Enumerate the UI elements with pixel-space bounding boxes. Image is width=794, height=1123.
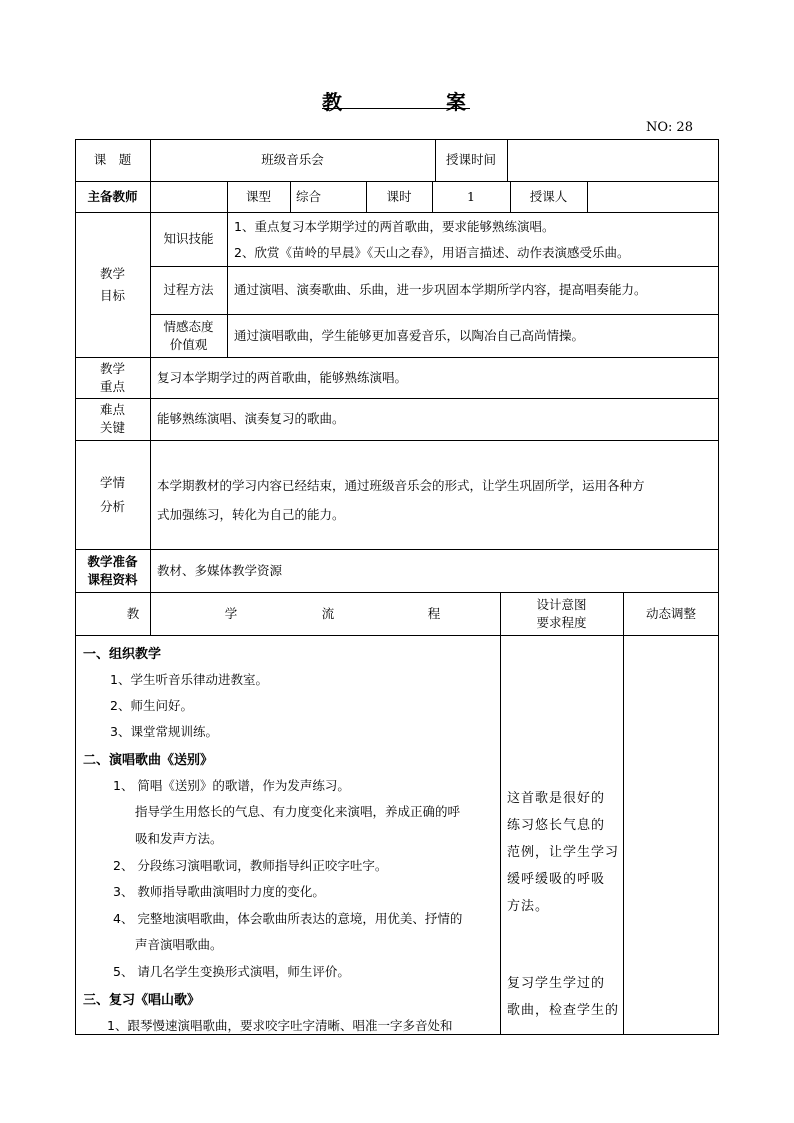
document-number-label: NO: bbox=[646, 120, 673, 135]
time-value bbox=[507, 139, 719, 181]
knowledge-line-1: 1、重点复习本学期学过的两首歌曲，要求能够熟练演唱。 bbox=[234, 219, 555, 234]
teacher-label: 主备教师 bbox=[87, 188, 138, 204]
process-text: 通过演唱、演奏歌曲、乐曲，进一步巩固本学期所学内容，提高唱奏能力。 bbox=[234, 282, 647, 297]
document-number-value: 28 bbox=[676, 120, 693, 135]
difficulties-label-line2: 关键 bbox=[99, 420, 125, 435]
key-points-label bbox=[75, 357, 150, 398]
rule bbox=[623, 592, 624, 1035]
document-number bbox=[646, 120, 693, 135]
emotion-text: 通过演唱歌曲，学生能够更加喜爱音乐，以陶冶自己高尚情操。 bbox=[234, 327, 585, 343]
design-note-1-line-3: 范例，让学生学习 bbox=[507, 845, 620, 860]
design-note-1-line-2: 练习悠长气息的 bbox=[507, 818, 606, 833]
section-2-item-2: 2、 分段练习演唱歌词，教师指导纠正咬字吐字。 bbox=[113, 858, 388, 873]
section-2-heading: 二、演唱歌曲《送别》 bbox=[83, 753, 214, 768]
knowledge-line-2: 2、欣赏《苗岭的早晨》《天山之春》，用语言描述、动作表演感受乐曲。 bbox=[234, 245, 630, 260]
design-header bbox=[500, 592, 623, 635]
section-2-item-4: 4、 完整地演唱歌曲，体会歌曲所表达的意境，用优美、抒情的 bbox=[113, 911, 463, 926]
rule bbox=[227, 212, 228, 357]
process-label: 过程方法 bbox=[163, 282, 214, 297]
difficulties-text: 能够熟练演唱、演奏复习的歌曲。 bbox=[157, 411, 345, 426]
section-1-item-2: 2、师生问好。 bbox=[110, 698, 193, 713]
hours-value: 1 bbox=[467, 188, 475, 204]
title-underline bbox=[322, 108, 470, 109]
adjust-header: 动态调整 bbox=[645, 605, 696, 621]
section-1-item-1: 1、学生听音乐律动进教室。 bbox=[110, 672, 268, 687]
key-points-label-line1: 教学 bbox=[99, 360, 125, 376]
section-2-item-4-cont: 声音演唱歌曲。 bbox=[135, 937, 223, 952]
hours-label: 课时 bbox=[386, 188, 412, 204]
analysis-label-line1: 学情 bbox=[99, 474, 125, 490]
design-note-1-line-5: 方法。 bbox=[507, 899, 550, 914]
title-char-1: 教 bbox=[322, 90, 342, 114]
section-3-item-1: 1、跟琴慢速演唱歌曲，要求咬字吐字清晰、唱准一字多音处和 bbox=[107, 1018, 453, 1033]
emotion-label-line1: 情感态度 bbox=[163, 318, 214, 334]
instructor-label: 授课人 bbox=[529, 188, 568, 204]
goals-label-line2: 目标 bbox=[99, 287, 125, 303]
design-note-1-line-4: 缓呼缓吸的呼吸 bbox=[507, 872, 606, 887]
lesson-label: 课 题 bbox=[93, 152, 132, 167]
rule bbox=[75, 440, 719, 441]
flow-header-char-2: 学 bbox=[224, 605, 238, 621]
knowledge-text bbox=[234, 214, 629, 266]
time-label: 授课时间 bbox=[445, 152, 496, 167]
section-1-item-3: 3、课堂常规训练。 bbox=[110, 724, 218, 739]
difficulties-label bbox=[75, 398, 150, 440]
rule bbox=[500, 592, 501, 1035]
design-note-2-line-2: 歌曲，检查学生的 bbox=[507, 1003, 620, 1018]
type-value: 综合 bbox=[296, 188, 322, 204]
key-points-label-line2: 重点 bbox=[99, 378, 125, 394]
section-2-item-1-detail: 指导学生用悠长的气息、有力度变化来演唱，养成正确的呼 bbox=[135, 804, 461, 819]
section-2-item-1: 1、 简唱《送别》的歌谱，作为发声练习。 bbox=[113, 778, 350, 793]
preparation-label-line1: 教学准备 bbox=[87, 553, 138, 569]
emotion-label bbox=[150, 314, 227, 357]
design-note-2 bbox=[507, 970, 619, 1024]
goals-label-line1: 教学 bbox=[99, 265, 125, 281]
difficulties-label-line1: 难点 bbox=[99, 402, 125, 417]
analysis-text bbox=[157, 471, 645, 529]
analysis-label bbox=[75, 440, 150, 549]
flow-header-char-1: 教 bbox=[126, 605, 140, 621]
emotion-label-line2: 价值观 bbox=[169, 336, 208, 352]
section-2-item-3: 3、 教师指导歌曲演唱时力度的变化。 bbox=[113, 884, 325, 899]
section-1-heading: 一、组织教学 bbox=[83, 647, 162, 662]
goals-label bbox=[75, 212, 150, 357]
rule bbox=[290, 181, 291, 212]
flow-header-char-3: 流 bbox=[321, 605, 335, 621]
teacher-value bbox=[150, 181, 227, 212]
key-points-text: 复习本学期学过的两首歌曲，能够熟练演唱。 bbox=[157, 369, 408, 385]
preparation-label-line2: 课程资料 bbox=[87, 571, 138, 587]
section-2-item-1-detail-cont: 吸和发声方法。 bbox=[135, 831, 223, 846]
design-note-1-line-1: 这首歌是很好的 bbox=[507, 791, 606, 806]
design-header-line2: 要求程度 bbox=[536, 614, 587, 630]
title-char-2: 案 bbox=[446, 90, 466, 114]
design-note-1 bbox=[507, 785, 619, 920]
type-label: 课型 bbox=[245, 188, 271, 204]
design-note-2-line-1: 复习学生学过的 bbox=[507, 976, 606, 991]
instructor-value bbox=[587, 181, 719, 212]
section-2-item-5: 5、 请几名学生变换形式演唱，师生评价。 bbox=[113, 964, 350, 979]
analysis-line-1: 本学期教材的学习内容已经结束，通过班级音乐会的形式，让学生巩固所学，运用各种方 bbox=[157, 478, 645, 493]
preparation-label bbox=[75, 549, 150, 592]
knowledge-label: 知识技能 bbox=[163, 231, 214, 246]
analysis-label-line2: 分析 bbox=[99, 498, 125, 514]
section-3-heading: 三、复习《唱山歌》 bbox=[83, 993, 201, 1008]
lesson-value: 班级音乐会 bbox=[261, 152, 324, 167]
preparation-text: 教材、多媒体教学资源 bbox=[157, 562, 283, 578]
design-header-line1: 设计意图 bbox=[536, 596, 587, 612]
flow-header-char-4: 程 bbox=[427, 605, 441, 621]
analysis-line-2: 式加强练习，转化为自己的能力。 bbox=[157, 507, 345, 522]
